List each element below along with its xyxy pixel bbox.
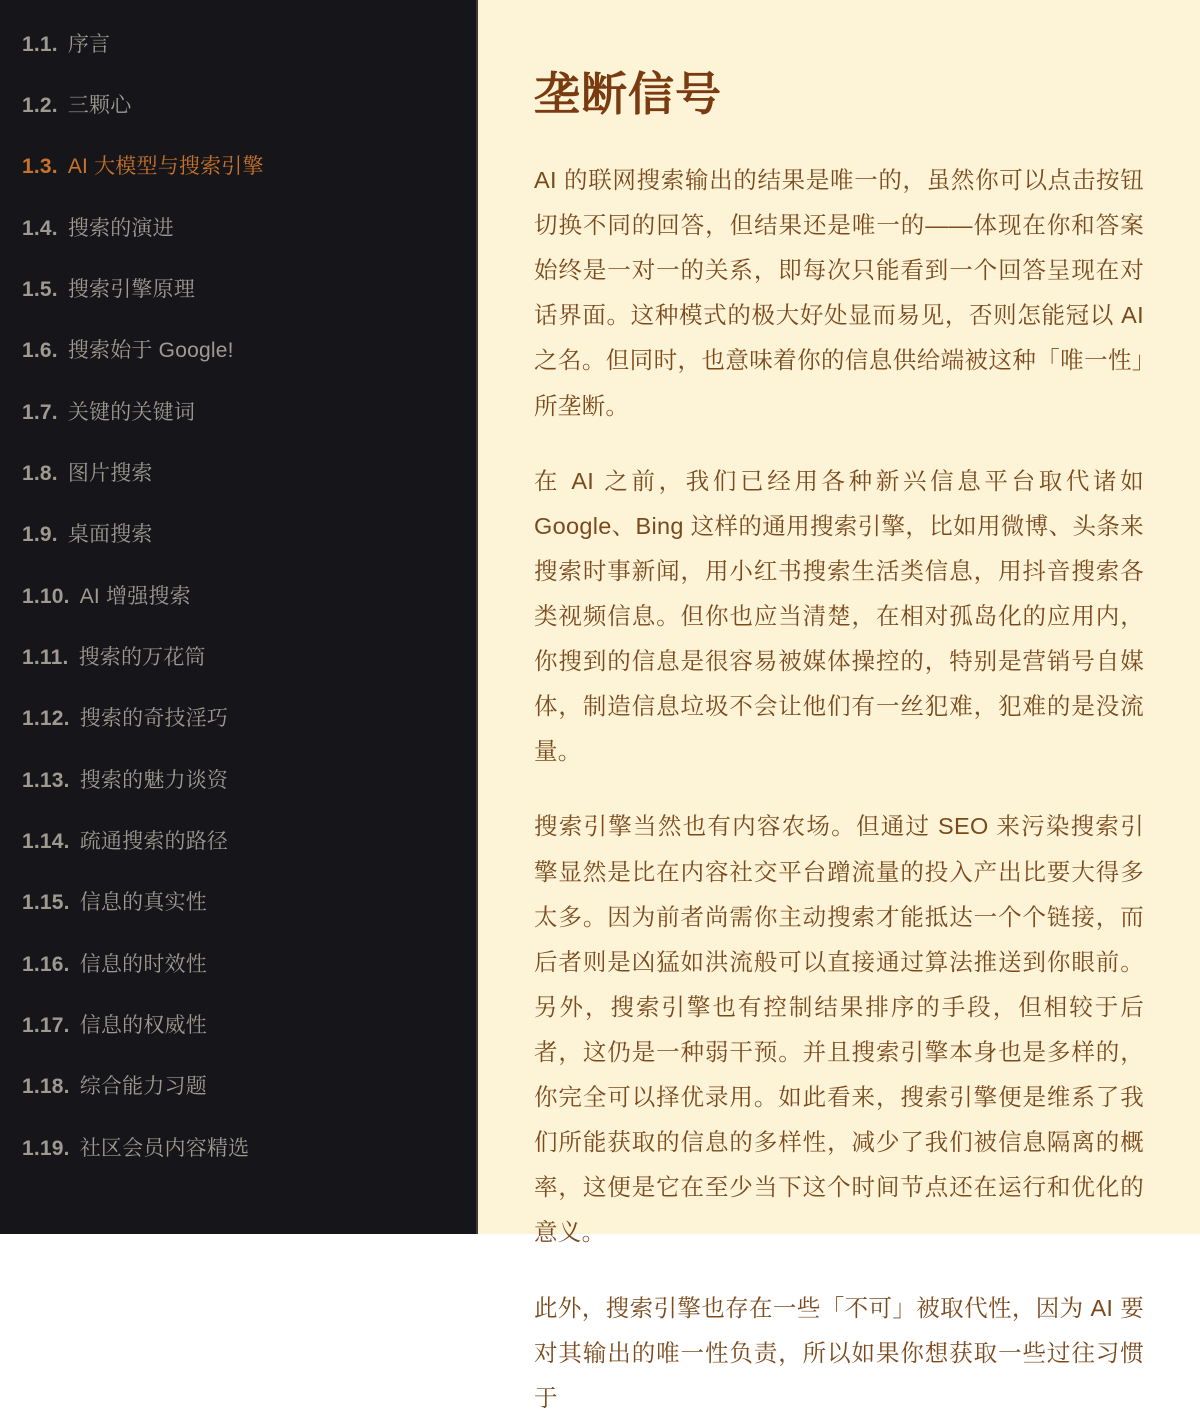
sidebar-item-7[interactable] — [0, 382, 476, 443]
paragraph: 此外，搜索引擎也存在一些「不可」被取代性，因为 AI 要对其输出的唯一性负责，所以如果你想获取一些过往习惯于 — [534, 1294, 1144, 1411]
sidebar-item-10[interactable] — [0, 566, 476, 627]
sidebar-item-19[interactable] — [0, 1118, 476, 1179]
sidebar-item-14[interactable] — [0, 811, 476, 872]
sidebar-item-number: 1.14. — [22, 829, 70, 853]
sidebar-item-4[interactable] — [0, 198, 476, 259]
sidebar-item-11[interactable] — [0, 627, 476, 688]
sidebar-item-label: 疏通搜索的路径 — [79, 829, 229, 853]
sidebar-item-label: 图片搜索 — [67, 461, 153, 485]
sidebar-item-12[interactable] — [0, 689, 476, 750]
sidebar-item-2[interactable] — [0, 75, 476, 136]
sidebar-item-label: AI 大模型与搜索引擎 — [67, 155, 264, 179]
sidebar-item-number: 1.16. — [22, 952, 70, 976]
sidebar-item-number: 1.4. — [22, 216, 58, 240]
sidebar-item-number: 1.7. — [22, 400, 58, 424]
sidebar-item-label: AI 增强搜索 — [79, 584, 191, 608]
sidebar-item-number: 1.11. — [22, 645, 69, 669]
sidebar-item-label: 桌面搜索 — [67, 523, 153, 547]
sidebar-item-13[interactable] — [0, 750, 476, 811]
sidebar-item-6[interactable] — [0, 321, 476, 382]
sidebar-item-8[interactable] — [0, 443, 476, 504]
sidebar-item-number: 1.6. — [22, 339, 58, 363]
sidebar-item-number: 1.12. — [22, 707, 70, 731]
sidebar-item-label: 搜索始于 Google! — [67, 339, 234, 363]
sidebar-item-label: 信息的权威性 — [79, 1014, 207, 1037]
toc-list — [0, 14, 476, 1180]
sidebar-item-number: 1.8. — [22, 461, 58, 485]
sidebar-item-number: 1.9. — [22, 523, 58, 547]
sidebar-toc — [0, 0, 478, 1234]
sidebar-item-label: 搜索引擎原理 — [67, 277, 196, 301]
sidebar-item-label: 综合能力习题 — [79, 1075, 207, 1099]
sidebar-item-16[interactable] — [0, 934, 476, 995]
sidebar-item-number: 1.13. — [22, 768, 70, 792]
sidebar-item-number: 1.2. — [22, 93, 58, 117]
sidebar-item-label: 搜索的万花筒 — [78, 645, 206, 669]
sidebar-item-label: 搜索的演进 — [67, 216, 174, 240]
sidebar-item-label: 搜索的奇技淫巧 — [79, 707, 229, 731]
sidebar-item-label: 三颗心 — [67, 93, 132, 117]
sidebar-item-number: 1.1. — [22, 32, 58, 56]
sidebar-item-label: 搜索的魅力谈资 — [79, 768, 229, 792]
sidebar-item-label: 信息的真实性 — [79, 891, 207, 915]
sidebar-item-number: 1.5. — [22, 277, 58, 301]
paragraph: 在 AI 之前，我们已经用各种新兴信息平台取代诸如 Google、Bing 这样的通用搜索引擎，比如用微博、头条来搜索时事新闻，用小红书搜索生活类信息，用抖音搜索各类视频信息。但你也应当清楚，在相对孤岛化的应用内，你搜到的信息是很容易被媒体操控的，特别是营销号自媒体，制造信息垃圾不会让他们有一丝犯难，犯难的是没流量。 — [534, 467, 1144, 765]
sidebar-item-label: 关键的关键词 — [67, 400, 196, 424]
sidebar-item-3[interactable] — [0, 137, 476, 198]
sidebar-item-15[interactable] — [0, 873, 476, 934]
paragraph: 搜索引擎当然也有内容农场。但通过 SEO 来污染搜索引擎显然是比在内容社交平台蹭流量的投入产出比要大得多太多。因为前者尚需你主动搜索才能抵达一个个链接，而后者则是凶猛如洪流般可以直接通过算法推送到你眼前。另外，搜索引擎也有控制结果排序的手段，但相较于后者，这仍是一种弱干预。并且搜索引擎本身也是多样的，你完全可以择优录用。如此看来，搜索引擎便是维系了我们所能获取的信息的多样性，减少了我们被信息隔离的概率，这便是它在至少当下这个时间节点还在运行和优化的意义。 — [534, 813, 1144, 1246]
sidebar-item-17[interactable] — [0, 996, 476, 1057]
sidebar-item-1[interactable] — [0, 14, 476, 75]
sidebar-item-label: 社区会员内容精选 — [79, 1136, 250, 1160]
sidebar-item-number: 1.15. — [22, 891, 70, 915]
sidebar-item-5[interactable] — [0, 259, 476, 320]
sidebar-item-label: 信息的时效性 — [79, 952, 207, 976]
sidebar-item-number: 1.17. — [22, 1014, 70, 1037]
paragraph: AI 的联网搜索输出的结果是唯一的，虽然你可以点击按钮切换不同的回答，但结果还是唯一的——体现在你和答案始终是一对一的关系，即每次只能看到一个回答呈现在对话界面。这种模式的极大好处显而易见，否则怎能冠以 AI 之名。但同时，也意味着你的信息供给端被这种「唯一性」所垄断。 — [534, 167, 1144, 419]
main-content — [478, 0, 1200, 1411]
sidebar-item-9[interactable] — [0, 505, 476, 566]
sidebar-item-18[interactable] — [0, 1057, 476, 1118]
article-body — [534, 158, 1144, 1421]
page-title: 垄断信号 — [534, 68, 722, 120]
sidebar-item-label: 序言 — [67, 32, 111, 56]
sidebar-item-number: 1.19. — [22, 1136, 70, 1160]
sidebar-item-number: 1.18. — [22, 1075, 70, 1099]
sidebar-item-number: 1.10. — [22, 584, 70, 608]
sidebar-item-number: 1.3. — [22, 155, 58, 179]
